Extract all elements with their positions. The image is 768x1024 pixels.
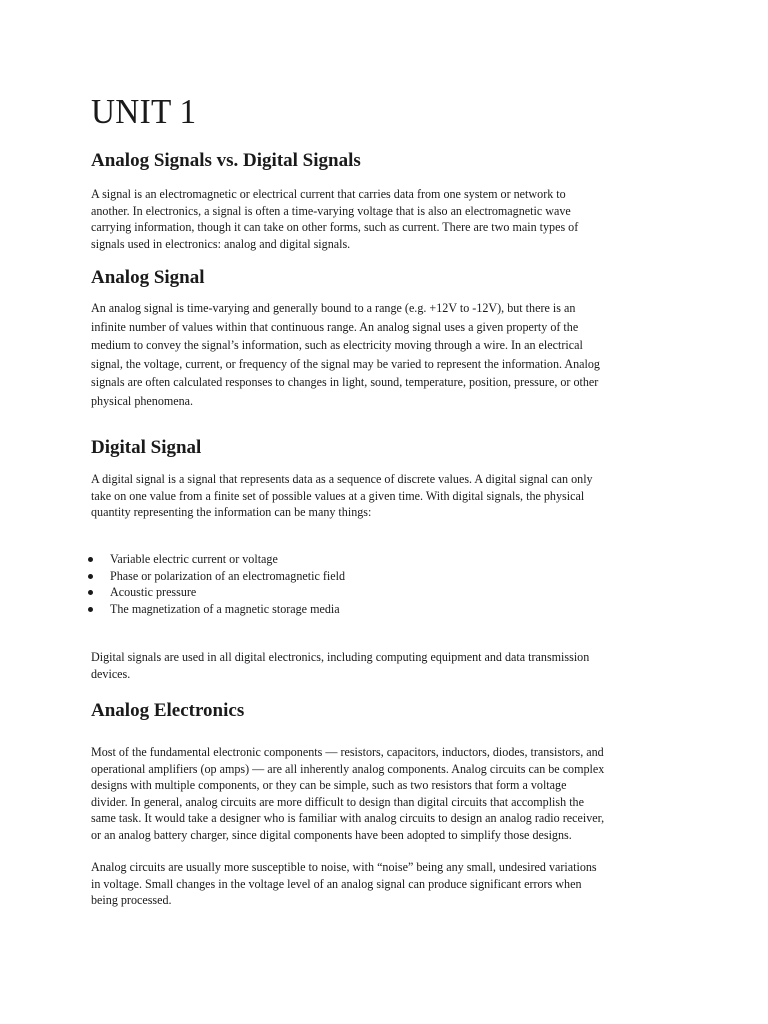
bullet-icon — [88, 557, 93, 562]
paragraph-analog-signal — [91, 299, 600, 411]
text-line: Digital signals are used in all digital electronics, including computing equipment and data transmission — [91, 649, 590, 664]
paragraph-digital-closing — [91, 649, 589, 682]
text-line: devices. — [91, 665, 131, 681]
heading-analog-electronics: Analog Electronics — [91, 700, 245, 721]
text-line: Most of the fundamental electronic components — resistors, capacitors, inductors, diodes, transistors, and — [91, 744, 604, 759]
text-line: signals used in electronics: analog and digital signals. — [91, 235, 351, 251]
heading-analog-signal: Analog Signal — [91, 267, 205, 288]
bullet-icon — [88, 574, 93, 579]
bullet-list — [91, 551, 363, 617]
list-item: Variable electric current or voltage — [91, 551, 363, 568]
text-line: Analog circuits are usually more susceptible to noise, with “noise” being any small, undesired variations — [91, 859, 597, 874]
text-line: being processed. — [91, 892, 172, 907]
paragraph-digital-signal — [91, 471, 593, 521]
bullet-icon — [88, 607, 93, 612]
text-line: designs with multiple components, or they can be simple, such as two resistors that form a voltage — [91, 777, 567, 792]
bullet-icon — [88, 590, 93, 595]
heading-analog-vs-digital: Analog Signals vs. Digital Signals — [91, 150, 361, 171]
text-line: physical phenomena. — [91, 392, 194, 408]
text-line: A digital signal is a signal that represents data as a sequence of discrete values. A digital signal can only — [91, 471, 593, 486]
text-line: same task. It would take a designer who is familiar with analog circuits to design an analog radio receiver, — [91, 810, 605, 825]
text-line: medium to convey the signal’s information, such as electricity moving through a wire. In an electrical — [91, 337, 583, 353]
list-item: Acoustic pressure — [91, 584, 363, 601]
text-line: divider. In general, analog circuits are more difficult to design than digital circuits that accomplish the — [91, 793, 584, 809]
text-line: quantity representing the information can be many things: — [91, 504, 372, 519]
text-line: another. In electronics, a signal is often a time-varying voltage that is also an electromagnetic wave — [91, 202, 571, 218]
paragraph-analog-electronics-2 — [91, 859, 597, 909]
unit-title: UNIT 1 — [91, 92, 197, 131]
paragraph-analog-electronics-1 — [91, 744, 604, 843]
text-line: operational amplifiers (op amps) — are all inherently analog components. Analog circuits can be complex — [91, 760, 605, 776]
paragraph-intro — [91, 186, 578, 252]
text-line: signal, the voltage, current, or frequency of the signal may be varied to represent the information. Analog — [91, 355, 600, 371]
list-item: Phase or polarization of an electromagnetic field — [91, 568, 363, 585]
text-line: A signal is an electromagnetic or electrical current that carries data from one system or network to — [91, 186, 566, 201]
text-line: An analog signal is time-varying and generally bound to a range (e.g. +12V to -12V), but there is an — [91, 300, 576, 315]
text-line: infinite number of values within that continuous range. An analog signal uses a given property of the — [91, 318, 579, 334]
text-line: signals are often calculated responses to changes in light, sound, temperature, position, pressure, or other — [91, 374, 599, 390]
text-line: or an analog battery charger, since digital components have been adopted to simplify those designs. — [91, 826, 572, 842]
text-line: take on one value from a finite set of possible values at a given time. With digital signals, the physical — [91, 487, 585, 503]
heading-digital-signal: Digital Signal — [91, 437, 202, 458]
text-line: carrying information, though it can take on other forms, such as current. There are two main types of — [91, 219, 579, 234]
text-line: in voltage. Small changes in the voltage level of an analog signal can produce significant errors when — [91, 875, 582, 891]
list-item: The magnetization of a magnetic storage media — [91, 601, 363, 618]
